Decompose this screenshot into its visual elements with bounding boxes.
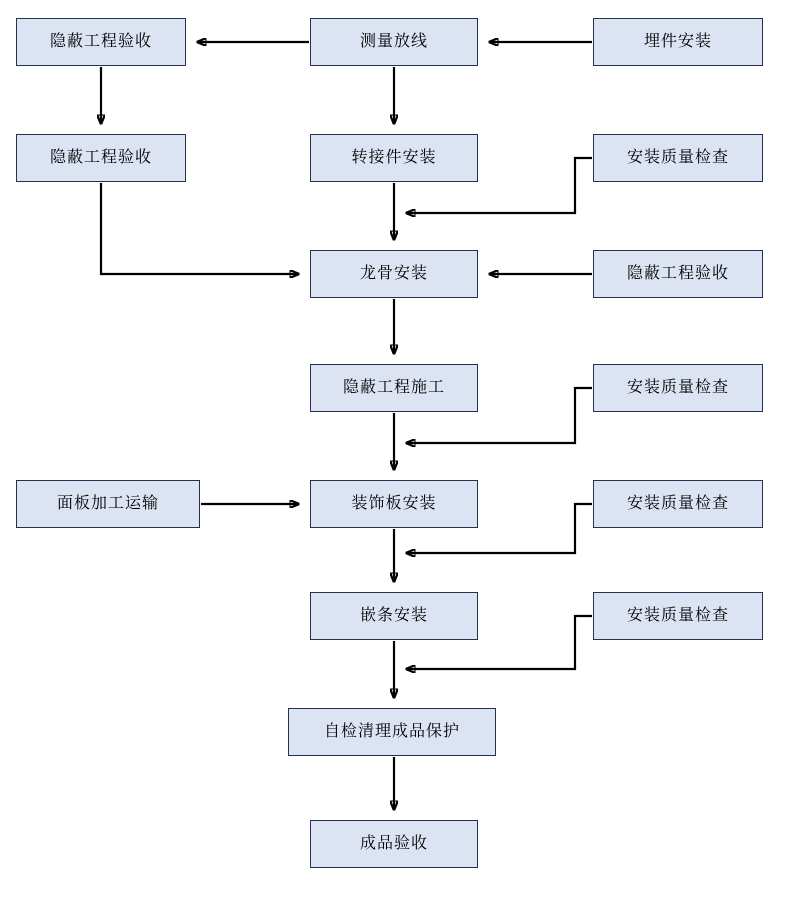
node-self-inspection-cleanup-protection[interactable] (288, 708, 496, 756)
node-insert-strip-installation[interactable] (310, 592, 478, 640)
node-label: 自检清理成品保护 (323, 723, 460, 740)
node-final-acceptance[interactable] (310, 820, 478, 868)
node-quality-check-2[interactable] (593, 364, 763, 412)
node-survey-setting-out[interactable] (310, 18, 478, 66)
node-quality-check-3[interactable] (593, 480, 763, 528)
node-label: 测量放线 (359, 33, 428, 50)
node-label: 转接件安装 (351, 149, 437, 166)
node-quality-check-1[interactable] (593, 134, 763, 182)
node-label: 隐蔽工程验收 (49, 149, 152, 166)
node-label: 隐蔽工程施工 (342, 379, 445, 396)
node-adapter-installation[interactable] (310, 134, 478, 182)
node-label: 嵌条安装 (359, 607, 428, 624)
node-quality-check-4[interactable] (593, 592, 763, 640)
node-hidden-work-acceptance-1[interactable] (16, 18, 186, 66)
node-label: 安装质量检查 (626, 149, 729, 166)
node-label: 面板加工运输 (56, 495, 159, 512)
node-label: 安装质量检查 (626, 607, 729, 624)
edge-yinbi2-to-longgu (101, 183, 299, 274)
node-hidden-work-construction[interactable] (310, 364, 478, 412)
node-label: 隐蔽工程验收 (49, 33, 152, 50)
node-label: 龙骨安装 (359, 265, 428, 282)
node-label: 安装质量检查 (626, 379, 729, 396)
node-embedded-part-installation[interactable] (593, 18, 763, 66)
node-label: 安装质量检查 (626, 495, 729, 512)
node-decorative-panel-installation[interactable] (310, 480, 478, 528)
node-panel-fabrication-transport[interactable] (16, 480, 200, 528)
node-hidden-work-acceptance-3[interactable] (593, 250, 763, 298)
node-label: 隐蔽工程验收 (626, 265, 729, 282)
node-label: 装饰板安装 (351, 495, 437, 512)
node-keel-installation[interactable] (310, 250, 478, 298)
node-hidden-work-acceptance-2[interactable] (16, 134, 186, 182)
node-label: 埋件安装 (643, 33, 712, 50)
node-label: 成品验收 (359, 835, 428, 852)
